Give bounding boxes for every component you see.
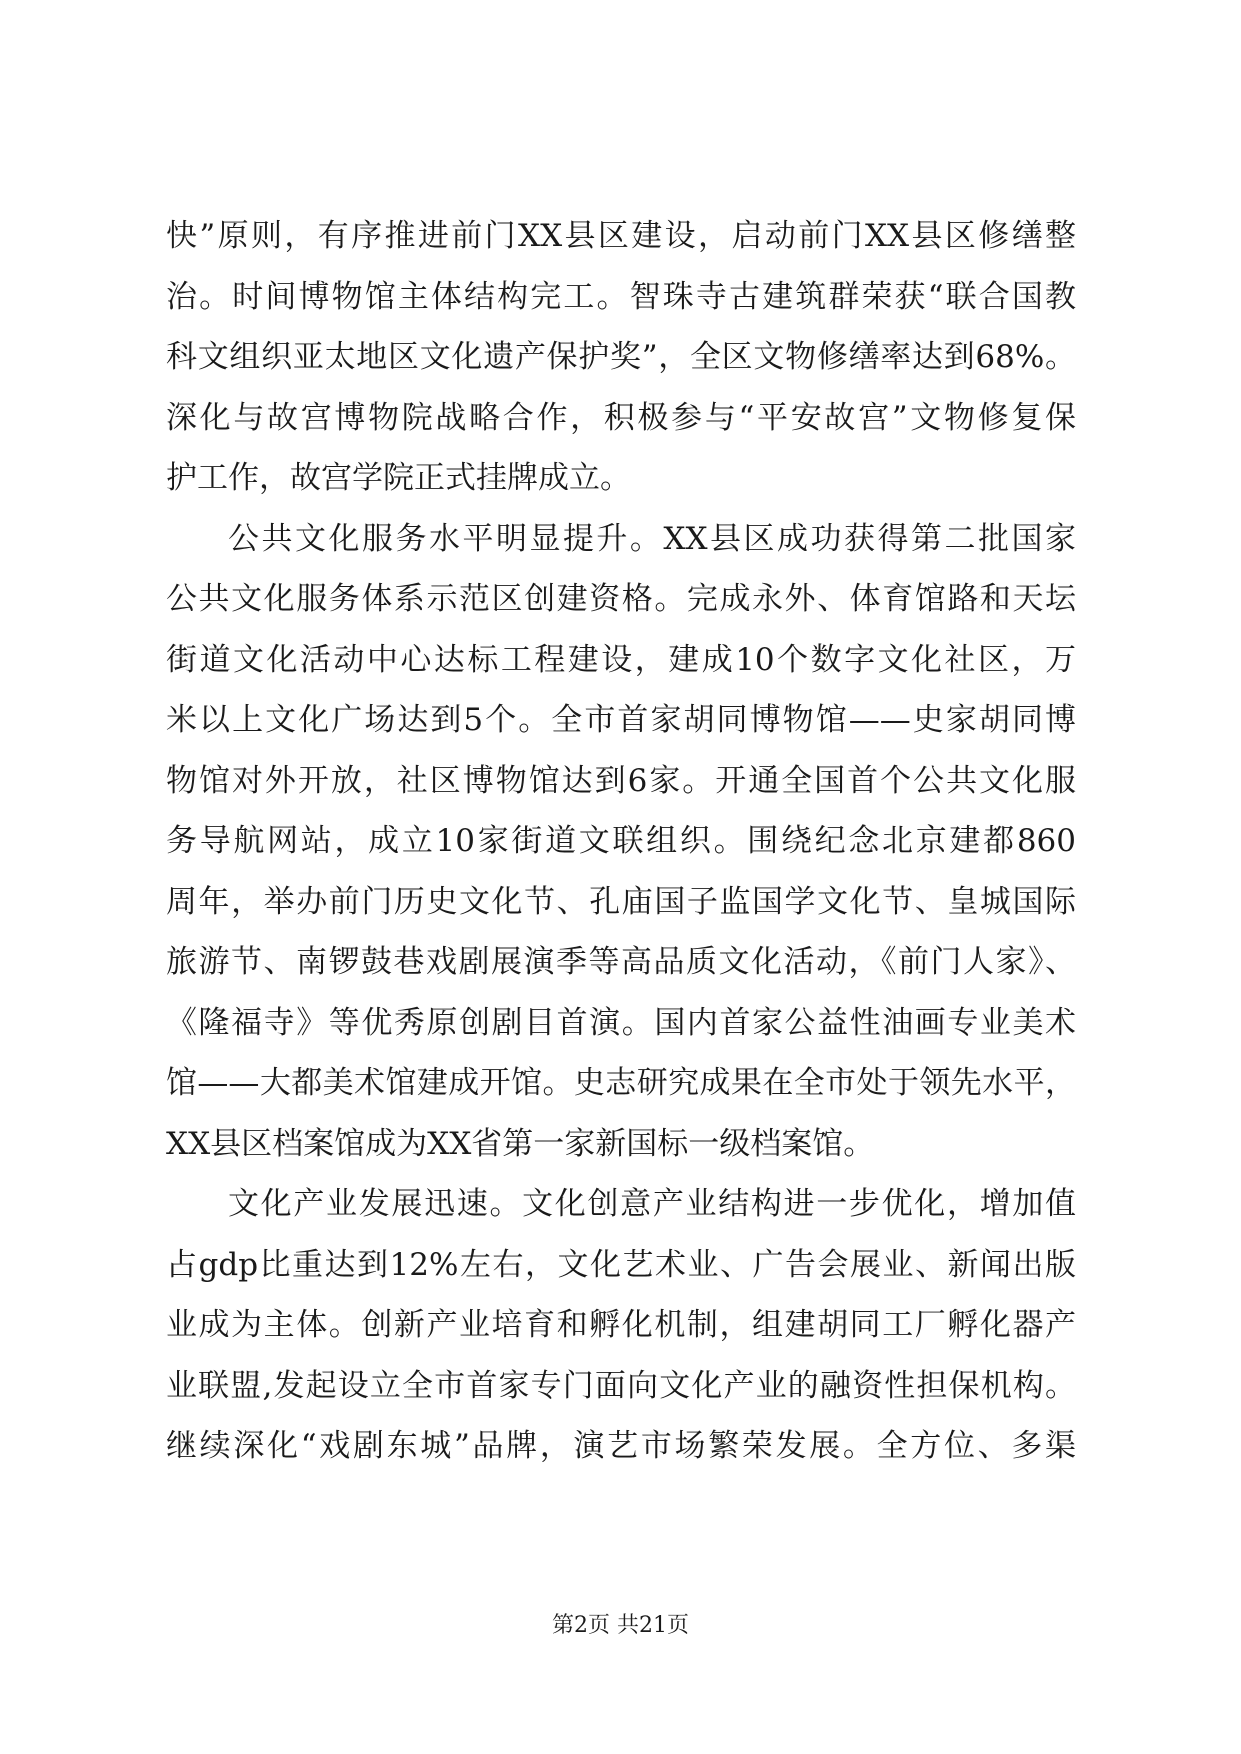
paragraph [166, 509, 1076, 1175]
text-line: 馆——大都美术馆建成开馆。史志研究成果在全市处于领先水平， [166, 1065, 1076, 1101]
text-line: 公共文化服务体系示范区创建资格。完成永外、体育馆路和天坛 [166, 581, 1076, 617]
text-line: 公共文化服务水平明显提升。XX县区成功获得第二批国家 [228, 520, 1076, 557]
text-line: 业成为主体。创新产业培育和孵化机制，组建胡同工厂孵化器产 [166, 1307, 1076, 1343]
text-line: 周年，举办前门历史文化节、孔庙国子监国学文化节、皇城国际 [166, 883, 1076, 920]
text-line: 物馆对外开放，社区博物馆达到6家。开通全国首个公共文化服 [166, 762, 1076, 799]
text-line: 《隆福寺》等优秀原创剧目首演。国内首家公益性油画专业美术 [166, 1004, 1076, 1041]
text-line: 继续深化“戏剧东城”品牌，演艺市场繁荣发展。全方位、多渠 [166, 1428, 1076, 1464]
paragraph [166, 206, 1076, 509]
text-line: 旅游节、南锣鼓巷戏剧展演季等高品质文化活动，《前门人家》、 [166, 944, 1076, 980]
text-line: 治。时间博物馆主体结构完工。智珠寺古建筑群荣获“联合国教 [166, 278, 1076, 315]
text-line: 占gdp比重达到12%左右，文化艺术业、广告会展业、新闻出版 [166, 1246, 1076, 1283]
text-line: 米以上文化广场达到5个。全市首家胡同博物馆——史家胡同博 [166, 702, 1076, 738]
text-line: 深化与故宫博物院战略合作，积极参与“平安故宫”文物修复保 [166, 399, 1076, 436]
text-line: 街道文化活动中心达标工程建设，建成10个数字文化社区，万 [166, 641, 1076, 678]
text-line: 科文组织亚太地区文化遗产保护奖”，全区文物修缮率达到68%。 [166, 339, 1076, 375]
text-line: XX县区档案馆成为XX省第一家新国标一级档案馆。 [166, 1125, 875, 1162]
text-line: 快”原则，有序推进前门XX县区建设，启动前门XX县区修缮整 [166, 218, 1076, 254]
page-number-footer: 第2页 共21页 [552, 1613, 689, 1638]
paragraph [166, 1174, 1076, 1477]
text-line: 务导航网站，成立10家街道文联组织。围绕纪念北京建都860 [166, 823, 1076, 859]
document-body [166, 206, 1076, 1477]
text-line: 业联盟,发起设立全市首家专门面向文化产业的融资性担保机构。 [166, 1367, 1076, 1404]
text-line: 文化产业发展迅速。文化创意产业结构进一步优化，增加值 [228, 1186, 1076, 1222]
text-line: 护工作，故宫学院正式挂牌成立。 [166, 460, 631, 496]
